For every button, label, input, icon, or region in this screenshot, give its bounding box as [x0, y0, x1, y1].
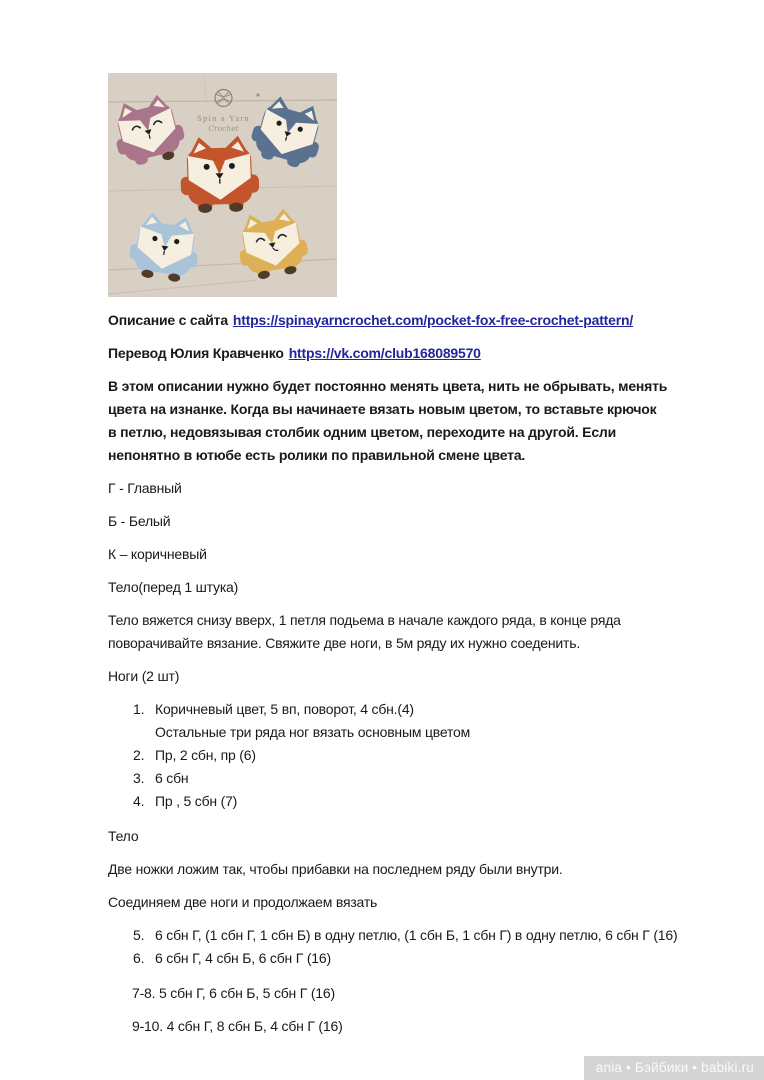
step-number: 6.	[133, 950, 145, 966]
legs-title: Ноги (2 шт)	[108, 668, 180, 684]
step-text: 6 сбн	[155, 770, 189, 786]
rows-7-8: 7-8. 5 сбн Г, 6 сбн Б, 5 сбн Г (16)	[132, 985, 335, 1001]
step-number: 2.	[133, 747, 145, 763]
step-text: Коричневый цвет, 5 вп, поворот, 4 сбн.(4) Остальные три ряда ног вязать основным цветом	[155, 701, 471, 740]
legend-white: Б - Белый	[108, 513, 171, 529]
vk-club-link[interactable]: https://vk.com/club168089570	[288, 345, 481, 361]
legend-brown: К – коричневый	[108, 546, 207, 562]
step-text: Пр , 5 сбн (7)	[155, 793, 238, 809]
body-front-description: Тело вяжется снизу вверх, 1 петля подьема в начале каждого ряда, в конце ряда поворачивайте вязание. Свяжите две ноги, в 5м ряду их нужно соеденить.	[108, 612, 621, 651]
join-note: Соединяем две ноги и продолжаем вязать	[108, 894, 378, 910]
watermark: ania • Бэйбики • babiki.ru	[584, 1056, 764, 1080]
legs-steps-list	[108, 698, 668, 813]
pattern-photo	[108, 73, 337, 297]
body-section-title: Тело	[108, 828, 139, 844]
list-item	[108, 767, 668, 790]
list-item	[108, 698, 668, 744]
step-note: Остальные три ряда ног вязать основным цветом	[155, 724, 471, 740]
step-text: 6 сбн Г, 4 сбн Б, 6 сбн Г (16)	[155, 950, 331, 966]
wood-knot	[256, 93, 259, 96]
legend-main: Г - Главный	[108, 480, 182, 496]
list-item	[108, 924, 678, 947]
foxes-photo-illustration	[108, 73, 337, 297]
body-steps-list	[108, 924, 678, 970]
rows-9-10: 9-10. 4 сбн Г, 8 сбн Б, 4 сбн Г (16)	[132, 1018, 343, 1034]
intro-paragraph: В этом описании нужно будет постоянно менять цвета, нить не обрывать, менять цвета на изнанке. Когда вы начинаете вязать новым цветом, то вставьте крючок в петлю, недовязывая столбик одним цветом, переходите на другой. Если непонятно в ютюбе есть ролики по правильной смене цвета.	[108, 378, 668, 463]
document-body	[108, 309, 678, 1038]
step-number: 4.	[133, 793, 145, 809]
step-text: 6 сбн Г, (1 сбн Г, 1 сбн Б) в одну петлю, (1 сбн Б, 1 сбн Г) в одну петлю, 6 сбн Г (16)	[155, 927, 678, 943]
translation-label: Перевод Юлия Кравченко	[108, 345, 284, 361]
list-item	[108, 790, 668, 813]
step-number: 3.	[133, 770, 145, 786]
translation-line	[108, 342, 668, 365]
list-item	[108, 947, 668, 970]
source-label: Описание с сайта	[108, 312, 228, 328]
step-text: Пр, 2 сбн, пр (6)	[155, 747, 256, 763]
step-number: 1.	[133, 701, 145, 717]
body-note: Две ножки ложим так, чтобы прибавки на последнем ряду были внутри.	[108, 861, 563, 877]
list-item	[108, 744, 668, 767]
logo-title: Spin a Yarn	[197, 113, 250, 123]
step-number: 5.	[133, 927, 145, 943]
logo-subtitle: Crochet	[208, 124, 239, 133]
source-line	[108, 309, 668, 332]
pattern-source-link[interactable]: https://spinayarncrochet.com/pocket-fox-free-crochet-pattern/	[232, 312, 634, 328]
body-front-title: Тело(перед 1 штука)	[108, 579, 239, 595]
